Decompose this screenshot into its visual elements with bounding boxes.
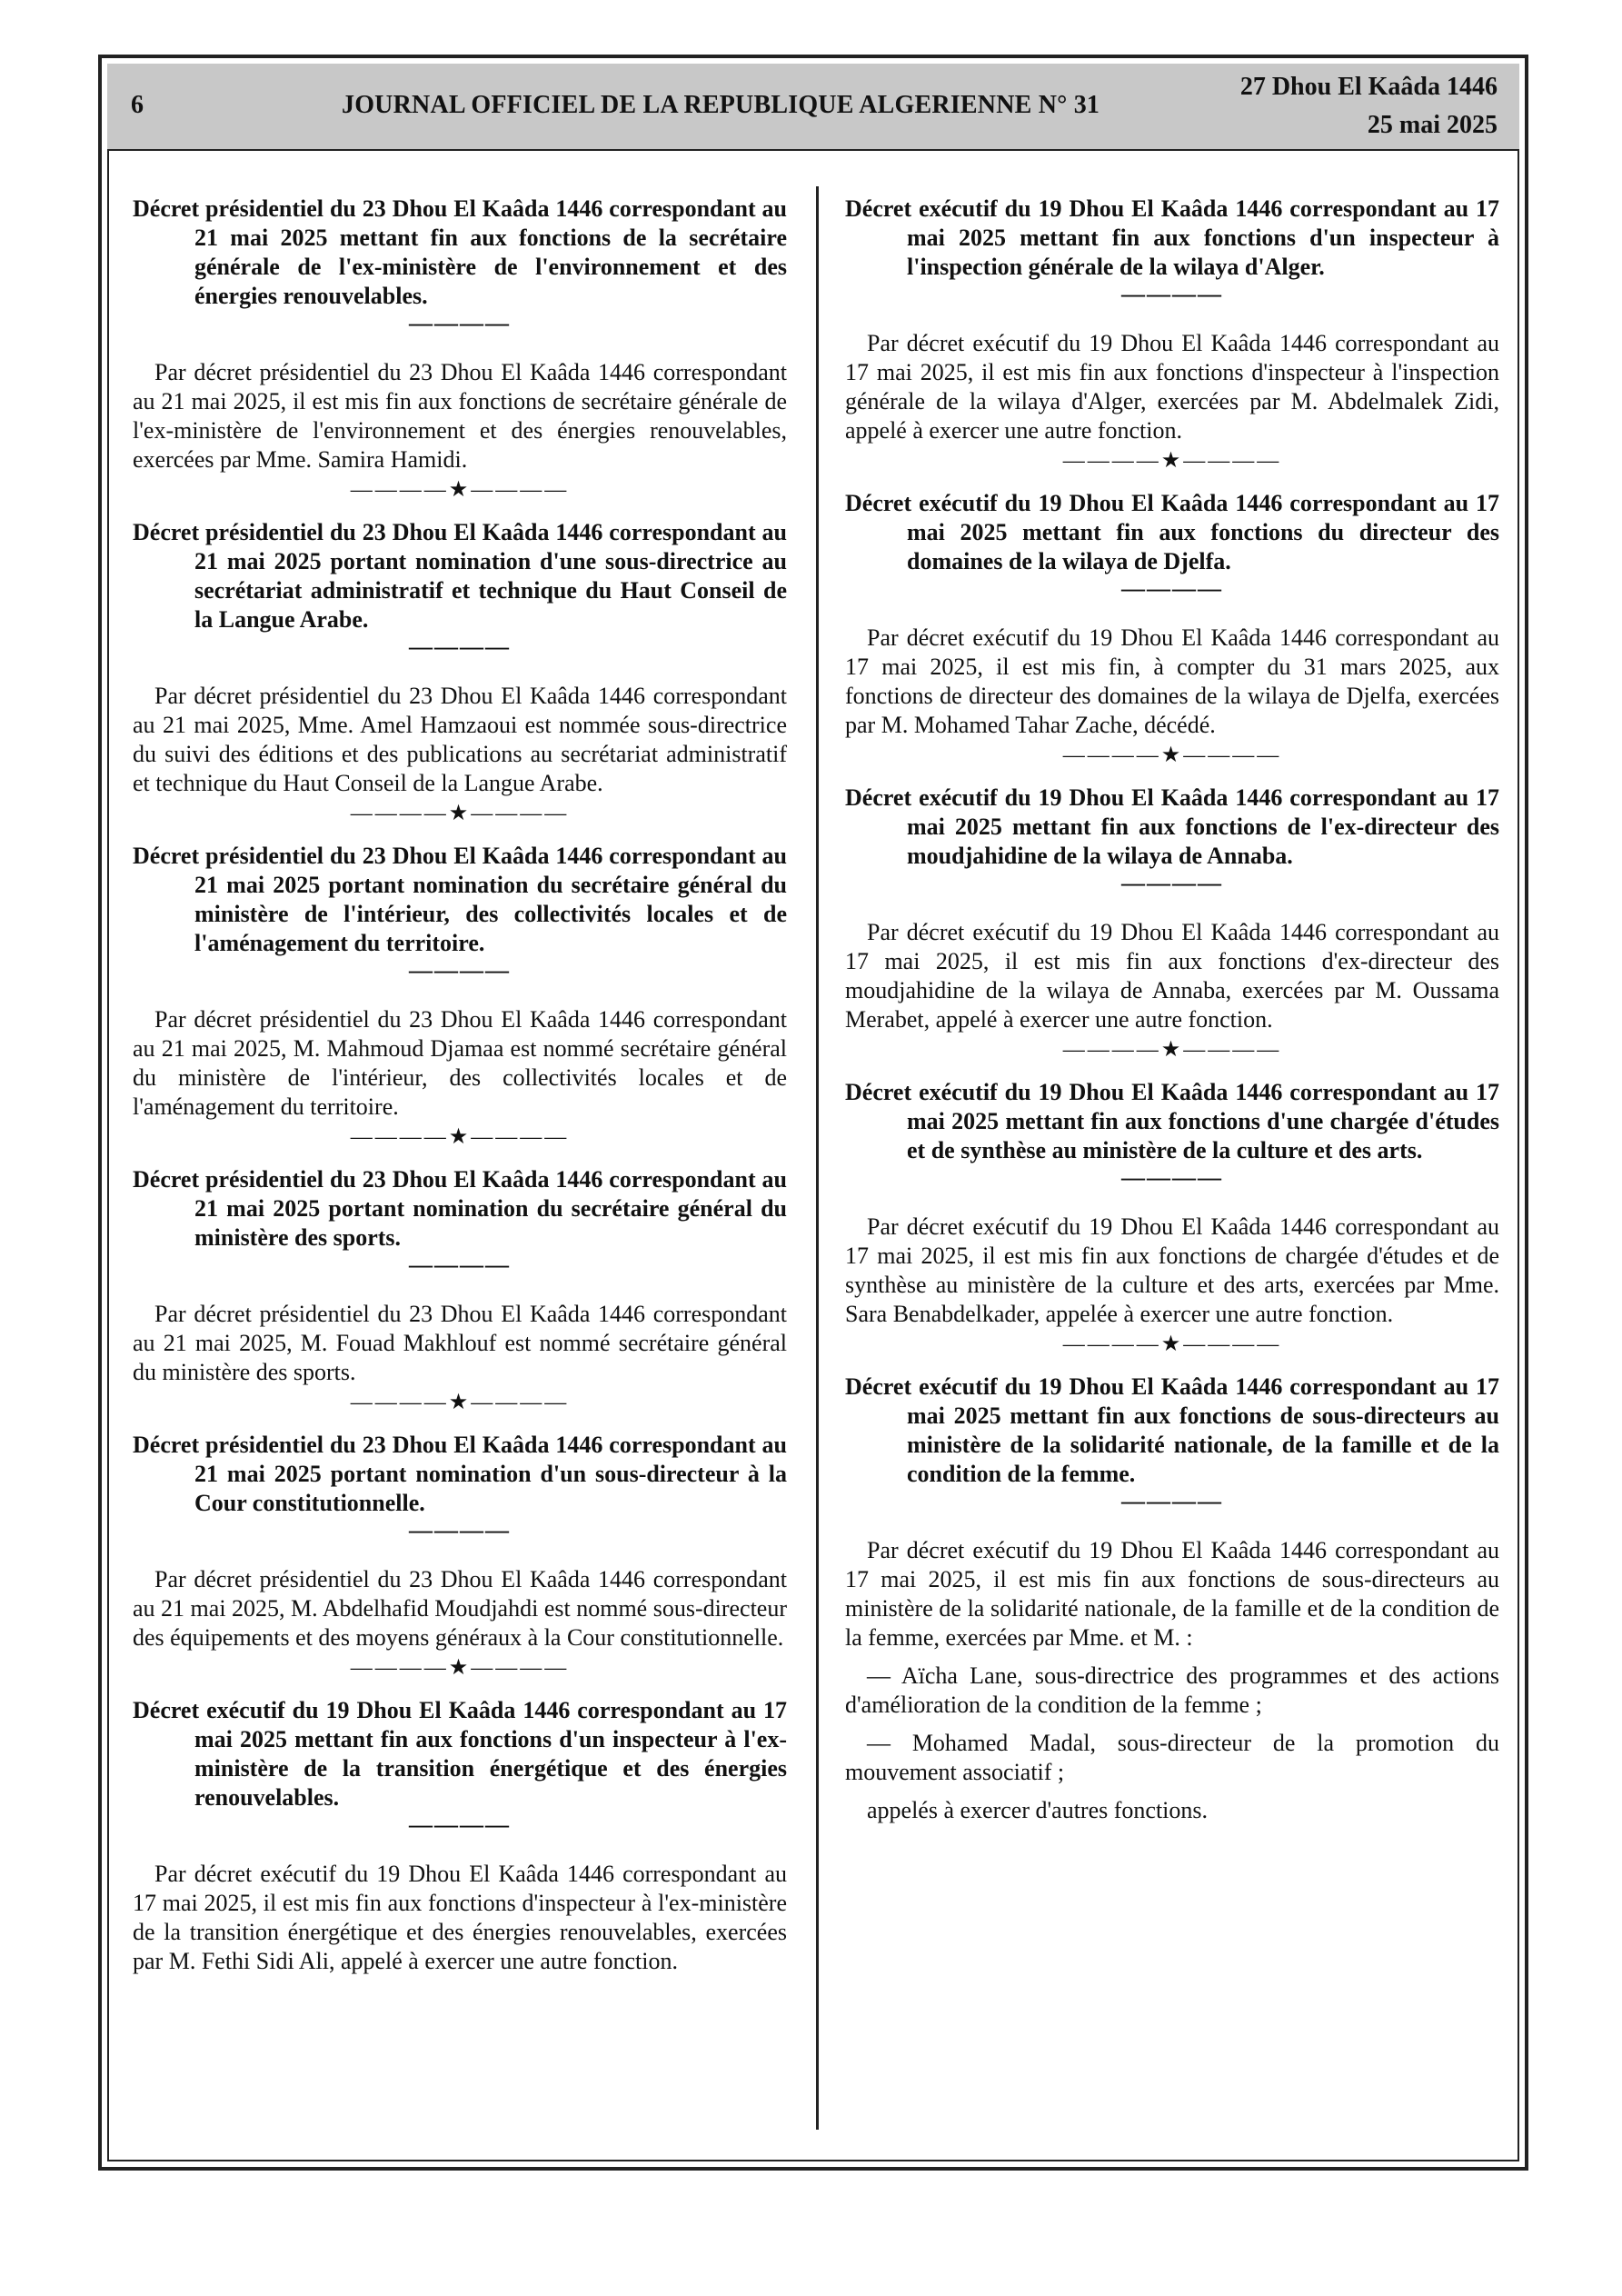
decree-title: Décret exécutif du 19 Dhou El Kaâda 1446 correspondant au 17 mai 2025 mettant fin aux fonctions du directeur des domaines de la wilaya de Djelfa. [845,490,1499,574]
column-divider [816,186,819,2130]
right-column [845,195,1499,1825]
decree-body: Par décret présidentiel du 23 Dhou El Kaâda 1446 correspondant au 21 mai 2025, M. Abdelhafid Moudjahdi est nommé sous-directeur des équipements et des moyens généraux à la Cour constitutionnelle. [133,1566,787,1651]
list-item: — Mohamed Madal, sous-directeur de la promotion du mouvement associatif ; [845,1730,1499,1785]
decree-body: Par décret présidentiel du 23 Dhou El Kaâda 1446 correspondant au 21 mai 2025, Mme. Amel Hamzaoui est nommée sous-directrice du suivi des éditions et des publications au secrétariat administratif et technique du Haut Conseil de la Langue Arabe. [133,683,787,796]
left-column [133,195,787,1976]
list-item: — Aïcha Lane, sous-directrice des programmes et des actions d'amélioration de la condition de la femme ; [845,1662,1499,1718]
short-rule: ———— [1121,575,1223,602]
decree-block [133,195,787,505]
decree-block [845,1078,1499,1360]
short-rule: ———— [1121,1488,1223,1514]
star-separator: ————★———— [350,802,570,825]
short-rule: ———— [409,1812,511,1838]
star-separator: ————★———— [1062,1038,1282,1062]
decree-title: Décret exécutif du 19 Dhou El Kaâda 1446 correspondant au 17 mai 2025 mettant fin aux fonctions d'une chargée d'études et de synthèse au ministère de la culture et des arts. [845,1079,1499,1163]
star-separator: ————★———— [1062,744,1282,767]
star-separator: ————★———— [350,1391,570,1414]
hijri-date: 27 Dhou El Kaâda 1446 [1239,73,1498,101]
short-rule: ———— [1121,281,1223,307]
short-rule: ———— [1121,1164,1223,1191]
decree-body: Par décret exécutif du 19 Dhou El Kaâda 1446 correspondant au 17 mai 2025, il est mis fin aux fonctions d'inspecteur à l'ex-ministère de la transition énergétique et des énergies renouvelables, exercées par M. Fethi Sidi Ali, appelé à exercer une autre fonction. [133,1861,787,1974]
decree-title: Décret présidentiel du 23 Dhou El Kaâda 1446 correspondant au 21 mai 2025 mettant fin aux fonctions de la secrétaire générale de l'ex-ministère de l'environnement et des énergies renouvelables. [133,195,787,309]
short-rule: ———— [409,1252,511,1278]
decree-title: Décret présidentiel du 23 Dhou El Kaâda 1446 correspondant au 21 mai 2025 portant nomination d'une sous-directrice au secrétariat administratif et technique du Haut Conseil de la Langue Arabe. [133,519,787,633]
decree-block [845,195,1499,476]
decree-body: Par décret exécutif du 19 Dhou El Kaâda 1446 correspondant au 17 mai 2025, il est mis fin, à compter du 31 mars 2025, aux fonctions de directeur des domaines de la wilaya de Djelfa, exercées par M. Mohamed Tahar Zache, décédé. [845,624,1499,738]
short-rule: ———— [1121,870,1223,896]
star-separator: ————★———— [350,1656,570,1680]
decree-block [133,1696,787,1976]
decree-body: Par décret exécutif du 19 Dhou El Kaâda 1446 correspondant au 17 mai 2025, il est mis fin aux fonctions d'inspecteur à l'inspection générale de la wilaya d'Alger, exercées par M. Abdelmalek Zidi, appelé à exercer une autre fonction. [845,330,1499,444]
decree-title: Décret exécutif du 19 Dhou El Kaâda 1446 correspondant au 17 mai 2025 mettant fin aux fonctions d'un inspecteur à l'inspection générale de la wilaya d'Alger. [845,195,1499,280]
page-number: 6 [131,91,144,119]
decree-body: Par décret présidentiel du 23 Dhou El Kaâda 1446 correspondant au 21 mai 2025, M. Mahmoud Djamaa est nommé secrétaire général du ministère de l'intérieur, des collectivités locales et de l'aménagement du territoire. [133,1006,787,1120]
journal-header [107,64,1519,151]
decree-title: Décret exécutif du 19 Dhou El Kaâda 1446 correspondant au 17 mai 2025 mettant fin aux fonctions d'un inspecteur à l'ex-ministère de la transition énergétique et des énergies renouvelables. [133,1697,787,1811]
short-rule: ———— [409,1517,511,1543]
decree-title: Décret exécutif du 19 Dhou El Kaâda 1446 correspondant au 17 mai 2025 mettant fin aux fonctions de sous-directeurs au ministère de la solidarité nationale, de la famille et de la condition de la femme. [845,1373,1499,1487]
star-separator: ————★———— [350,478,570,502]
star-separator: ————★———— [1062,1333,1282,1356]
decree-block [133,1431,787,1683]
list-item: appelés à exercer d'autres fonctions. [867,1797,1209,1823]
decree-title: Décret présidentiel du 23 Dhou El Kaâda 1446 correspondant au 21 mai 2025 portant nomination du secrétaire général du ministère des sports. [133,1166,787,1251]
gregorian-date: 25 mai 2025 [1367,111,1498,139]
decree-block [133,842,787,1153]
decree-body: Par décret exécutif du 19 Dhou El Kaâda 1446 correspondant au 17 mai 2025, il est mis fin aux fonctions de chargée d'études et de synthèse au ministère de la culture et des arts, exercées par Mme. Sara Benabdelkader, appelée à exercer une autre fonction. [845,1213,1499,1327]
decree-title: Décret exécutif du 19 Dhou El Kaâda 1446 correspondant au 17 mai 2025 mettant fin aux fonctions de l'ex-directeur des moudjahidine de la wilaya de Annaba. [845,784,1499,869]
decree-block [133,518,787,829]
star-separator: ————★———— [1062,449,1282,473]
short-rule: ———— [409,310,511,336]
decree-title: Décret présidentiel du 23 Dhou El Kaâda 1446 correspondant au 21 mai 2025 portant nomination du secrétaire général du ministère de l'intérieur, des collectivités locales et de l'aménagement du territoire. [133,843,787,956]
short-rule: ———— [409,634,511,660]
decree-block [845,784,1499,1065]
decree-title: Décret présidentiel du 23 Dhou El Kaâda 1446 correspondant au 21 mai 2025 portant nomination d'un sous-directeur à la Cour constitutionnelle. [133,1432,787,1516]
decree-block [845,1373,1499,1825]
decree-body: Par décret présidentiel du 23 Dhou El Kaâda 1446 correspondant au 21 mai 2025, il est mis fin aux fonctions de secrétaire générale de l'ex-ministère de l'environnement et des énergies renouvelables, exercées par Mme. Samira Hamidi. [133,359,787,473]
journal-title: JOURNAL OFFICIEL DE LA REPUBLIQUE ALGERIENNE N° 31 [342,91,1100,119]
star-separator: ————★———— [350,1125,570,1149]
decree-body: Par décret exécutif du 19 Dhou El Kaâda 1446 correspondant au 17 mai 2025, il est mis fin aux fonctions de sous-directeurs au ministère de la solidarité nationale, de la famille et de la condition de la femme, exercées par Mme. et M. : [845,1537,1499,1651]
decree-body: Par décret exécutif du 19 Dhou El Kaâda 1446 correspondant au 17 mai 2025, il est mis fin aux fonctions d'ex-directeur des moudjahidine de la wilaya de Annaba, exercées par M. Oussama Merabet, appelé à exercer une autre fonction. [845,919,1499,1033]
decree-body: Par décret présidentiel du 23 Dhou El Kaâda 1446 correspondant au 21 mai 2025, M. Fouad Makhlouf est nommé secrétaire général du ministère des sports. [133,1301,787,1385]
decree-block [845,489,1499,771]
decree-block [133,1165,787,1418]
short-rule: ———— [409,957,511,983]
